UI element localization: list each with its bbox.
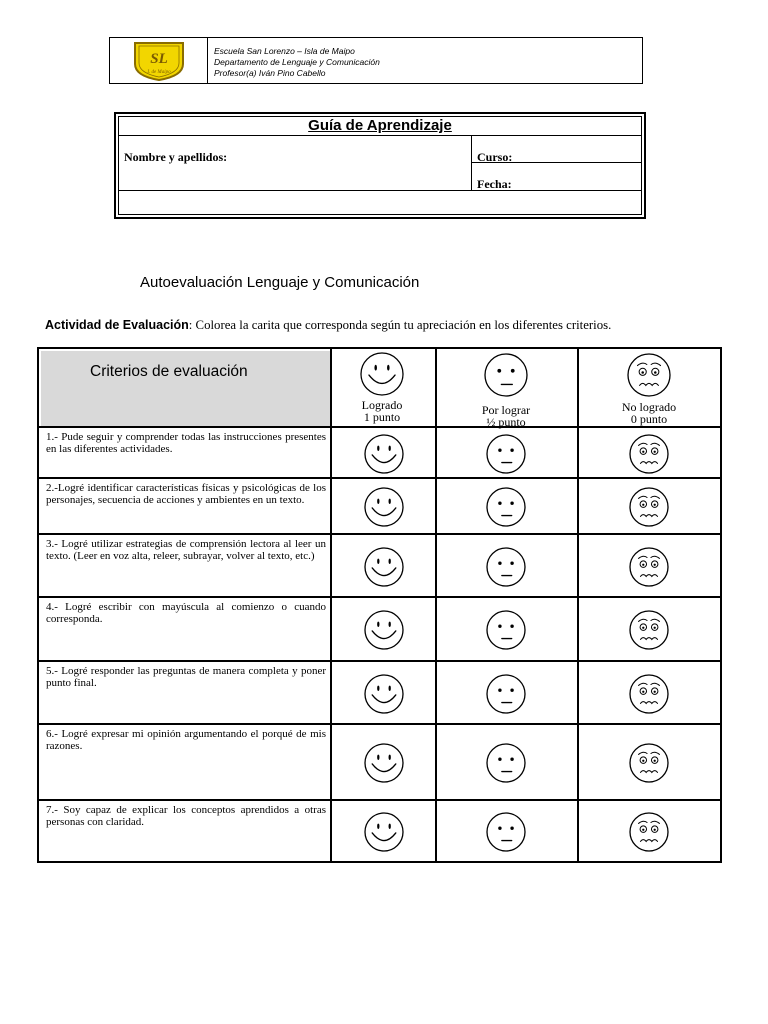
row-2-sad-face-icon[interactable] [627,485,671,529]
nombre-label: Nombre y apellidos: [124,150,228,164]
school-name: Escuela San Lorenzo – Isla de Maipo [214,46,355,56]
row-4-neutral-face-icon[interactable] [484,608,528,652]
row-7-neutral-face-icon[interactable] [484,810,528,854]
column-points: 0 punto [630,412,668,426]
row-7-happy-face-icon[interactable] [362,810,406,854]
criterion-text: 6.- Logré expresar mi opinión argumentando el porqué de mis razones. [46,728,326,752]
row-divider [39,533,720,535]
curso-label: Curso: [477,150,513,164]
logo-text: SL [149,50,168,67]
instruction-text [45,318,611,333]
row-2-happy-face-icon[interactable] [362,485,406,529]
column-label: Logrado [361,398,403,412]
teacher-name: Profesor(a) Iván Pino Cabello [214,68,326,78]
row-5-sad-face-icon[interactable] [627,672,671,716]
row-6-neutral-face-icon[interactable] [484,741,528,785]
row-1-happy-face-icon[interactable] [362,432,406,476]
row-2-neutral-face-icon[interactable] [484,485,528,529]
instruction-rest: : Colorea la carita que corresponda según tu apreciación en los diferentes criterios. [188,318,612,332]
criterion-text: 3.- Logré utilizar estrategias de comprensión lectora al leer un texto. (Leer en voz alta, releer, subrayar, volver al texto, etc.) [46,538,326,562]
row-6-happy-face-icon[interactable] [362,741,406,785]
evaluation-table [37,347,722,863]
column-points: 1 punto [363,410,401,424]
row-5-neutral-face-icon[interactable] [484,672,528,716]
row-4-happy-face-icon[interactable] [362,608,406,652]
row-3-sad-face-icon[interactable] [627,545,671,589]
row-1-sad-face-icon[interactable] [627,432,671,476]
criterion-text: 4.- Logré escribir con mayúscula al comienzo o cuando corresponda. [46,601,326,625]
school-header [109,37,643,84]
row-divider [39,660,720,662]
instruction-bold: Actividad de Evaluación [45,318,189,332]
logo-subtext: I. de Maipo [146,69,171,75]
column-label: Por lograr [481,403,531,417]
school-info [208,38,380,83]
row-7-sad-face-icon[interactable] [627,810,671,854]
row-6-sad-face-icon[interactable] [627,741,671,785]
criterion-text: 2.-Logré identificar características físicas y psicológicas de los personajes, secuencia de acciones y ambientes en un texto. [46,482,326,506]
row-3-happy-face-icon[interactable] [362,545,406,589]
nombre-field[interactable] [119,136,472,190]
header-neutral-face-icon[interactable] [482,351,530,399]
header-sad-face-icon[interactable] [625,351,673,399]
column-points: ½ punto [486,415,526,429]
criterion-text: 1.- Pude seguir y comprender todas las instrucciones presentes en las diferentes actividades. [46,431,326,455]
section-title: Autoevaluación Lenguaje y Comunicación [140,274,420,291]
row-divider [39,426,720,428]
row-divider [39,596,720,598]
guia-box [114,112,646,219]
criteria-header [41,351,330,426]
row-1-neutral-face-icon[interactable] [484,432,528,476]
header-happy-face-icon[interactable] [358,350,406,398]
curso-field[interactable] [472,136,641,163]
row-divider [39,799,720,801]
criteria-header-label: Criterios de evaluación [90,363,248,380]
school-logo [110,38,208,83]
row-5-happy-face-icon[interactable] [362,672,406,716]
row-divider [39,723,720,725]
column-label: No logrado [621,400,677,414]
department-name: Departamento de Lenguaje y Comunicación [214,57,380,67]
school-shield-icon [131,40,187,82]
criterion-text: 5.- Logré responder las preguntas de manera completa y poner punto final. [46,665,326,689]
row-divider [39,477,720,479]
guia-title: Guía de Aprendizaje [119,117,641,136]
row-3-neutral-face-icon[interactable] [484,545,528,589]
row-4-sad-face-icon[interactable] [627,608,671,652]
criterion-text: 7.- Soy capaz de explicar los conceptos aprendidos a otras personas con claridad. [46,804,326,828]
fecha-label: Fecha: [477,177,512,191]
